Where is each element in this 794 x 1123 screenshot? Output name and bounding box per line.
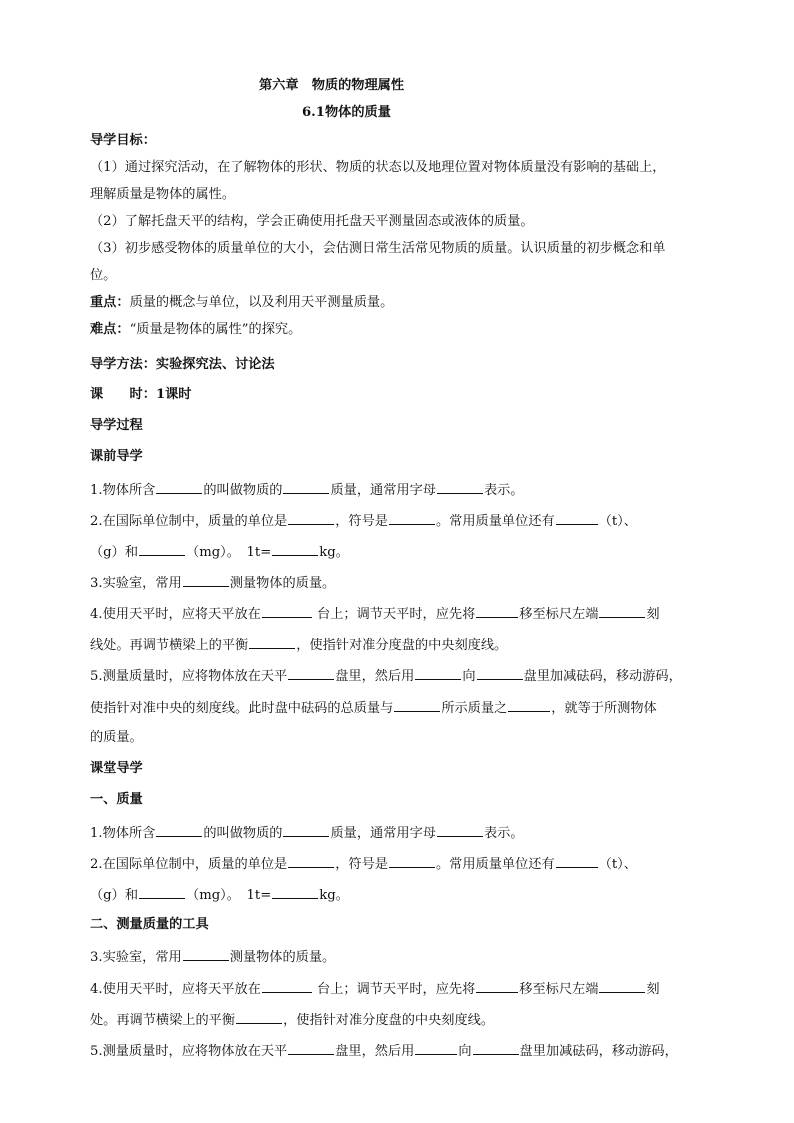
question-text: （t）、: [598, 514, 637, 529]
fill-blank[interactable]: [556, 853, 598, 868]
question-text: 1.物体所含: [90, 826, 156, 841]
question-text: ，符号是: [335, 514, 388, 529]
question-text: kg。: [319, 545, 349, 560]
question-text: 质量，通常用字母: [330, 483, 436, 498]
fill-blank[interactable]: [249, 634, 295, 649]
fill-blank[interactable]: [288, 510, 334, 525]
question-4-cont: [90, 634, 710, 656]
fill-blank[interactable]: [288, 665, 334, 680]
objective-line: （3）初步感受物体的质量单位的大小，会估测日常生活常见物质的质量。认识质量的初步概念和单: [90, 241, 666, 256]
question-2-cont: [90, 541, 710, 563]
section-mass-heading: 一、质量: [90, 792, 143, 807]
fill-blank[interactable]: [156, 479, 202, 494]
difficulty: [90, 320, 710, 340]
question-text: 3.实验室，常用: [90, 950, 182, 965]
question-4: [90, 603, 710, 625]
difficulty-label: 难点：: [90, 322, 130, 337]
fill-blank[interactable]: [236, 1009, 282, 1024]
question-text: 质量，通常用字母: [330, 826, 436, 841]
question-text: （mg）。 1t=: [186, 888, 272, 903]
fill-blank[interactable]: [283, 479, 329, 494]
question-text: 盘里加减砝码，移动游码，: [523, 669, 682, 684]
fill-blank[interactable]: [415, 1040, 457, 1055]
fill-blank[interactable]: [389, 510, 435, 525]
fill-blank[interactable]: [272, 884, 318, 899]
question-3: [90, 946, 710, 968]
fill-blank[interactable]: [599, 978, 645, 993]
question-text: 刻: [646, 982, 660, 997]
question-1: [90, 479, 710, 501]
question-text: ，就等于所测物体: [551, 701, 657, 716]
fill-blank[interactable]: [288, 1040, 334, 1055]
question-text: 4.使用天平时，应将天平放在: [90, 607, 261, 622]
question-text: 处。再调节横梁上的平衡: [90, 1013, 236, 1028]
chapter-title: 第六章 物质的物理属性: [259, 78, 405, 93]
preclass-title: 课前导学: [90, 449, 143, 464]
process-title: 导学过程: [90, 418, 143, 433]
question-5-end: 的质量。: [90, 730, 143, 745]
question-text: 盘里，然后用: [335, 669, 415, 684]
key-points-label: 重点：: [90, 295, 130, 310]
fill-blank[interactable]: [508, 697, 550, 712]
section-title: 6.1物体的质量: [302, 105, 391, 120]
question-text: 所示质量之: [441, 701, 508, 716]
key-points-text: 质量的概念与单位，以及利用天平测量质量。: [129, 295, 394, 310]
question-text: 移至标尺左端: [519, 607, 599, 622]
question-text: 2.在国际单位制中，质量的单位是: [90, 514, 288, 529]
question-5-cont: [90, 697, 710, 719]
fill-blank[interactable]: [477, 665, 523, 680]
objective-line: 理解质量是物体的属性。: [90, 187, 236, 202]
fill-blank[interactable]: [415, 665, 461, 680]
fill-blank[interactable]: [183, 946, 229, 961]
fill-blank[interactable]: [473, 1040, 519, 1055]
question-5: [90, 665, 710, 687]
fill-blank[interactable]: [394, 697, 440, 712]
question-text: 4.使用天平时，应将天平放在: [90, 982, 261, 997]
question-text: 盘里，然后用: [335, 1044, 415, 1059]
question-text: （t）、: [598, 857, 637, 872]
question-5: [90, 1040, 710, 1062]
question-text: 测量物体的质量。: [229, 576, 336, 591]
section-tools-heading: 二、测量质量的工具: [90, 917, 209, 932]
fill-blank[interactable]: [262, 603, 312, 618]
question-text: 向: [462, 669, 476, 684]
question-text: 5.测量质量时，应将物体放在天平: [90, 669, 288, 684]
fill-blank[interactable]: [139, 541, 185, 556]
question-2: [90, 510, 710, 532]
objective-line: （2）了解托盘天平的结构，学会正确使用托盘天平测量固态或液体的质量。: [90, 214, 534, 229]
fill-blank[interactable]: [437, 822, 483, 837]
question-text: ，符号是: [335, 857, 388, 872]
question-text: （g）和: [90, 888, 139, 903]
fill-blank[interactable]: [288, 853, 334, 868]
fill-blank[interactable]: [556, 510, 598, 525]
fill-blank[interactable]: [156, 822, 202, 837]
period-label: 课 时：: [90, 387, 156, 402]
question-text: kg。: [319, 888, 349, 903]
fill-blank[interactable]: [272, 541, 318, 556]
question-text: 2.在国际单位制中，质量的单位是: [90, 857, 288, 872]
method-line: 导学方法：实验探究法、讨论法: [90, 357, 275, 372]
fill-blank[interactable]: [437, 479, 483, 494]
fill-blank[interactable]: [283, 822, 329, 837]
question-4: [90, 978, 710, 1000]
question-text: 移至标尺左端: [519, 982, 599, 997]
question-text: 台上；调节天平时，应先将: [312, 982, 476, 997]
fill-blank[interactable]: [183, 572, 229, 587]
period-line: [90, 385, 710, 405]
question-4-cont: [90, 1009, 710, 1031]
objective-line: 位。: [90, 268, 117, 283]
question-1: [90, 822, 710, 844]
question-text: 的叫做物质的: [203, 826, 283, 841]
question-text: 5.测量质量时，应将物体放在天平: [90, 1044, 288, 1059]
period-value: 1课时: [155, 387, 192, 402]
question-text: 3.实验室，常用: [90, 576, 182, 591]
question-2-cont: [90, 884, 710, 906]
question-text: 线处。再调节横梁上的平衡: [90, 638, 249, 653]
question-text: 。常用质量单位还有: [435, 857, 555, 872]
fill-blank[interactable]: [389, 853, 435, 868]
question-text: 表示。: [483, 826, 524, 841]
question-3: [90, 572, 710, 594]
question-text: 1.物体所含: [90, 483, 156, 498]
fill-blank[interactable]: [476, 978, 518, 993]
inclass-title: 课堂导学: [90, 761, 143, 776]
question-text: 使指针对准中央的刻度线。此时盘中砝码的总质量与: [90, 701, 394, 716]
question-text: 刻: [646, 607, 660, 622]
question-2: [90, 853, 710, 875]
key-points: [90, 293, 710, 313]
objective-line: （1）通过探究活动，在了解物体的形状、物质的状态以及地理位置对物体质量没有影响的基础上，: [90, 160, 666, 175]
question-text: 的叫做物质的: [203, 483, 283, 498]
question-text: （g）和: [90, 545, 139, 560]
question-text: 台上；调节天平时，应先将: [312, 607, 476, 622]
question-text: （mg）。 1t=: [186, 545, 272, 560]
question-text: ，使指针对准分度盘的中央刻度线。: [296, 638, 508, 653]
question-text: ，使指针对准分度盘的中央刻度线。: [283, 1013, 495, 1028]
question-text: 盘里加减砝码，移动游码，: [519, 1044, 678, 1059]
question-text: 测量物体的质量。: [229, 950, 336, 965]
fill-blank[interactable]: [139, 884, 185, 899]
question-text: 表示。: [483, 483, 524, 498]
question-text: 。常用质量单位还有: [435, 514, 555, 529]
fill-blank[interactable]: [262, 978, 312, 993]
objectives-title: 导学目标：: [90, 133, 156, 148]
question-text: 向: [458, 1044, 472, 1059]
fill-blank[interactable]: [476, 603, 518, 618]
difficulty-text: “质量是物体的属性”的探究。: [129, 322, 302, 337]
fill-blank[interactable]: [599, 603, 645, 618]
